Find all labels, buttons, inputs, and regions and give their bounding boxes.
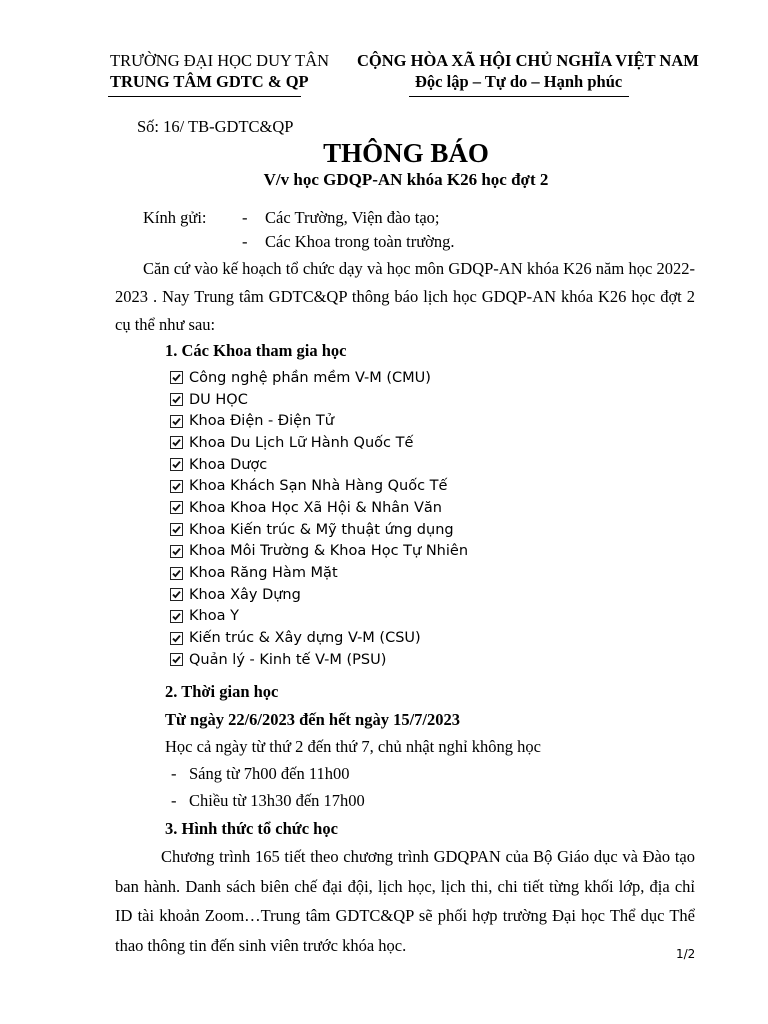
faculty-checkbox-item[interactable]: [170, 649, 468, 671]
checkbox-checked-icon[interactable]: [170, 610, 183, 623]
faculty-checkbox-item[interactable]: [170, 606, 468, 628]
faculty-label: Khoa Xây Dựng: [189, 586, 301, 603]
right-header-underline: [409, 96, 629, 97]
faculty-label: Khoa Dược: [189, 456, 268, 473]
faculty-checkbox-item[interactable]: [170, 389, 468, 411]
faculty-checklist: [170, 367, 468, 671]
faculty-checkbox-item[interactable]: [170, 432, 468, 454]
faculty-checkbox-item[interactable]: [170, 454, 468, 476]
intro-paragraph: Căn cứ vào kế hoạch tổ chức dạy và học môn GDQP-AN khóa K26 năm học 2022-2023 . Nay Trung tâm GDTC&QP thông báo lịch học GDQP-AN khóa K26 học đợt 2 cụ thể như sau:: [115, 259, 695, 334]
faculty-checkbox-item[interactable]: [170, 497, 468, 519]
checkbox-checked-icon[interactable]: [170, 567, 183, 580]
section2-heading: 2. Thời gian học: [165, 682, 279, 701]
faculty-label: Khoa Môi Trường & Khoa Học Tự Nhiên: [189, 543, 469, 560]
page-number: 1/2: [676, 947, 696, 961]
faculty-label: Khoa Kiến trúc & Mỹ thuật ứng dụng: [189, 521, 454, 538]
faculty-checkbox-item[interactable]: [170, 410, 468, 432]
checkbox-checked-icon[interactable]: [170, 653, 183, 666]
checkbox-checked-icon[interactable]: [170, 371, 183, 384]
checkbox-checked-icon[interactable]: [170, 458, 183, 471]
document-number: Số: 16/ TB-GDTC&QP: [137, 117, 294, 136]
faculty-checkbox-item[interactable]: [170, 367, 468, 389]
checkbox-checked-icon[interactable]: [170, 523, 183, 536]
faculty-checkbox-item[interactable]: [170, 562, 468, 584]
faculty-label: Khoa Khách Sạn Nhà Hàng Quốc Tế: [189, 478, 448, 495]
recipient-dash: -: [242, 232, 248, 251]
section3-paragraph: Chương trình 165 tiết theo chương trình GDQPAN của Bộ Giáo dục và Đào tạo ban hành. Danh sách biên chế đại đội, lịch học, lịch thi, chi tiết từng khối lớp, địa chỉ ID tài khoản Zoom…Trung tâm GDTC&QP sẽ phối hợp trường Đại học Thể dục Thể thao thông tin đến sinh viên trước khóa học.: [115, 847, 695, 955]
checkbox-checked-icon[interactable]: [170, 393, 183, 406]
session-dash: -: [171, 791, 177, 810]
faculty-label: Khoa Du Lịch Lữ Hành Quốc Tế: [189, 434, 414, 451]
checkbox-checked-icon[interactable]: [170, 545, 183, 558]
faculty-checkbox-item[interactable]: [170, 519, 468, 541]
national-motto: Độc lập – Tự do – Hạnh phúc: [415, 72, 623, 91]
checkbox-checked-icon[interactable]: [170, 436, 183, 449]
faculty-checkbox-item[interactable]: [170, 541, 468, 563]
faculty-checkbox-item[interactable]: [170, 475, 468, 497]
schedule-note: Học cả ngày từ thứ 2 đến thứ 7, chủ nhật nghỉ không học: [165, 737, 542, 756]
left-header-underline: [108, 96, 301, 97]
faculty-label: Công nghệ phần mềm V-M (CMU): [189, 369, 431, 386]
checkbox-checked-icon[interactable]: [170, 415, 183, 428]
checkbox-checked-icon[interactable]: [170, 588, 183, 601]
section1-heading: 1. Các Khoa tham gia học: [165, 341, 347, 360]
faculty-label: DU HỌC: [189, 391, 248, 408]
recipient-item: Các Khoa trong toàn trường.: [265, 232, 455, 251]
faculty-label: Khoa Răng Hàm Mặt: [189, 565, 338, 582]
faculty-label: Khoa Khoa Học Xã Hội & Nhân Văn: [189, 499, 442, 516]
faculty-label: Khoa Y: [189, 608, 239, 625]
checkbox-checked-icon[interactable]: [170, 632, 183, 645]
session-item: Chiều từ 13h30 đến 17h00: [189, 791, 365, 810]
university-name: TRƯỜNG ĐẠI HỌC DUY TÂN: [110, 51, 330, 70]
faculty-checkbox-item[interactable]: [170, 627, 468, 649]
document-title: THÔNG BÁO: [323, 138, 489, 168]
date-range: Từ ngày 22/6/2023 đến hết ngày 15/7/2023: [165, 710, 461, 729]
faculty-label: Kiến trúc & Xây dựng V-M (CSU): [189, 630, 421, 647]
faculty-label: Khoa Điện - Điện Tử: [189, 413, 334, 430]
national-title: CỘNG HÒA XÃ HỘI CHỦ NGHĨA VIỆT NAM: [357, 51, 699, 70]
recipient-item: Các Trường, Viện đào tạo;: [265, 208, 440, 227]
session-item: Sáng từ 7h00 đến 11h00: [189, 764, 350, 783]
checkbox-checked-icon[interactable]: [170, 480, 183, 493]
recipients-label: Kính gửi:: [143, 208, 207, 227]
session-dash: -: [171, 764, 177, 783]
faculty-label: Quản lý - Kinh tế V-M (PSU): [189, 651, 387, 668]
document-subtitle: V/v học GDQP-AN khóa K26 học đợt 2: [263, 170, 549, 189]
faculty-checkbox-item[interactable]: [170, 584, 468, 606]
center-name: TRUNG TÂM GDTC & QP: [110, 72, 309, 91]
section3-heading: 3. Hình thức tổ chức học: [165, 819, 338, 838]
checkbox-checked-icon[interactable]: [170, 501, 183, 514]
recipient-dash: -: [242, 208, 248, 227]
